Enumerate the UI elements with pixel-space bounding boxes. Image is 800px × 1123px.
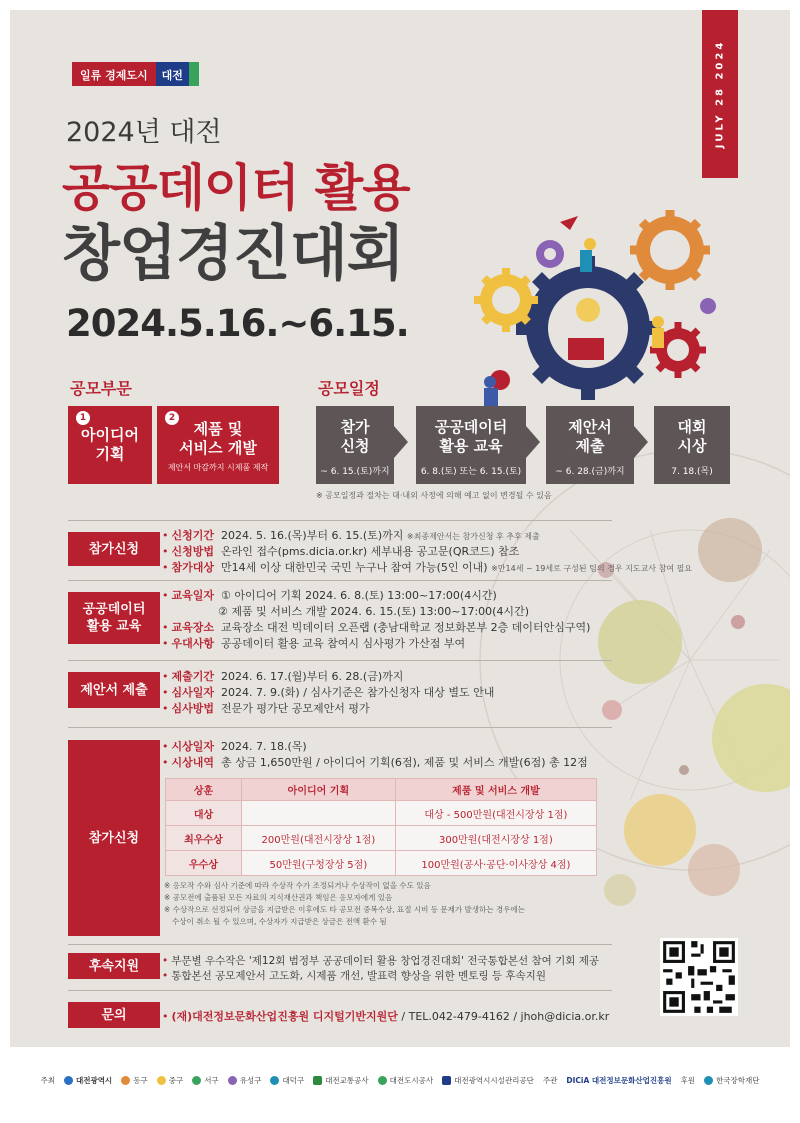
apply-target-row: • 참가대상 만14세 이상 대한민국 국민 누구나 참여 가능(5인 이내) ※만14세 ~ 19세로 구성된 팀의 경우 지도교사 참여 필요 bbox=[162, 561, 693, 574]
row-key: 우대사항 bbox=[171, 637, 215, 650]
edu-date-row-2 bbox=[218, 603, 529, 619]
schedule-step-2 bbox=[416, 406, 526, 484]
row-text: 온라인 접수(pms.dicia.or.kr) 세부내용 공고문(QR코드) 참조 bbox=[221, 545, 520, 558]
row-key: 참가대상 bbox=[171, 561, 215, 574]
section-label-awards: 참가신청 bbox=[68, 740, 160, 936]
row-text: 2024. 6. 17.(월)부터 6. 28.(금)까지 bbox=[221, 670, 404, 683]
title-line-1: 공공데이터 활용 bbox=[62, 159, 410, 217]
table-row bbox=[166, 801, 597, 826]
label-line-2: 활용 교육 bbox=[86, 619, 142, 634]
divider bbox=[68, 727, 612, 728]
section-label-followup: 후속지원 bbox=[68, 953, 160, 979]
sponsor-name: 유성구 bbox=[239, 1075, 262, 1085]
divider bbox=[68, 660, 612, 661]
arrow-icon bbox=[634, 426, 648, 458]
arrow-icon bbox=[526, 426, 540, 458]
category-card-product bbox=[157, 406, 279, 484]
row-key: 제출기간 bbox=[171, 670, 215, 683]
divider bbox=[68, 944, 612, 945]
step-3-title-a: 제안서 bbox=[568, 418, 612, 436]
row-text: 부문별 우수작은 '제12회 범정부 공공데이터 활용 창업경진대회' 전국통합본선 참여 기회 제공 bbox=[171, 955, 600, 967]
step-4-title-b: 시상 bbox=[677, 437, 707, 455]
label-line-1: 공공데이터 bbox=[82, 602, 146, 617]
category-title-1a: 아이디어 bbox=[81, 426, 139, 444]
schedule-step-1 bbox=[316, 406, 394, 484]
schedule-label: 공모일정 bbox=[318, 379, 380, 398]
donggu-logo-icon bbox=[121, 1076, 130, 1085]
divider bbox=[68, 520, 612, 521]
divider bbox=[68, 580, 612, 581]
review-method-row: • 심사방법 전문가 평가단 공모제안서 평가 bbox=[162, 702, 370, 715]
city-corp-logo-icon bbox=[378, 1076, 387, 1085]
row-note: ※만14세 ~ 19세로 구성된 팀의 경우 지도교사 참여 필요 bbox=[491, 564, 693, 573]
sponsor-logo bbox=[157, 1075, 184, 1086]
category-title-2b: 서비스 개발 bbox=[179, 439, 257, 457]
table-row bbox=[166, 851, 597, 876]
submit-period-row: • 제출기간 2024. 6. 17.(월)부터 6. 28.(금)까지 bbox=[162, 670, 404, 683]
scholarship-logo-icon bbox=[704, 1076, 713, 1085]
row-text: 전문가 평가단 공모제안서 평가 bbox=[221, 702, 370, 715]
section-label-apply: 참가신청 bbox=[68, 532, 160, 566]
row-text: 총 상금 1,650만원 / 아이디어 기획(6점), 제품 및 서비스 개발(6점) 총 12점 bbox=[221, 756, 588, 769]
table-cell: 우수상 bbox=[166, 851, 242, 876]
row-text: 만14세 이상 대한민국 국민 누구나 참여 가능(5인 이내) bbox=[221, 561, 488, 574]
review-date-row: • 심사일자 2024. 7. 9.(화) / 심사기준은 참가신청자 대상 별도 안내 bbox=[162, 686, 495, 699]
organizer-name: DICiA 대전정보문화산업진흥원 bbox=[566, 1075, 672, 1085]
category-num-1: 1 bbox=[76, 411, 90, 425]
title-line-2: 창업경진대회 bbox=[62, 219, 404, 289]
schedule-step-4 bbox=[654, 406, 730, 484]
note-line: ※ 응모작 수와 심사 기준에 따라 수상작 수가 조정되거나 수상작이 없을 수도 있음 bbox=[164, 881, 431, 890]
row-key: 신청방법 bbox=[171, 545, 215, 558]
row-key: 신청기간 bbox=[171, 529, 215, 542]
section-label-education bbox=[68, 592, 160, 644]
table-cell: 200만원(대전시장상 1점) bbox=[242, 826, 396, 851]
row-key: 시상일자 bbox=[171, 740, 215, 753]
contact-org: (재)대전정보문화산업진흥원 디지털기반지원단 bbox=[171, 1010, 398, 1023]
table-cell: 최우수상 bbox=[166, 826, 242, 851]
row-key: 교육일자 bbox=[171, 589, 215, 602]
sponsor-name: 대전도시공사 bbox=[389, 1075, 434, 1085]
side-tag-text: JULY 28 2024 bbox=[714, 39, 726, 149]
logo-slogan: 일류 경제도시 bbox=[72, 62, 156, 86]
daedeokgu-logo-icon bbox=[270, 1076, 279, 1085]
row-text: ① 아이디어 기획 2024. 6. 8.(토) 13:00~17:00(4시간) bbox=[221, 589, 497, 602]
sponsor-logo bbox=[228, 1075, 262, 1086]
table-cell: 100만원(공사·공단·이사장상 4점) bbox=[395, 851, 596, 876]
table-header: 아이디어 기획 bbox=[242, 779, 396, 801]
support-logo bbox=[704, 1075, 759, 1086]
support-name: 한국장학재단 bbox=[716, 1075, 760, 1085]
sponsor-logo bbox=[378, 1075, 433, 1086]
row-key: 심사일자 bbox=[171, 686, 215, 699]
poster bbox=[10, 10, 790, 1047]
organizer-label: 주관 bbox=[542, 1075, 558, 1085]
categories-label: 공모부문 bbox=[70, 379, 132, 398]
table-header: 제품 및 서비스 개발 bbox=[395, 779, 596, 801]
step-3-date: ~ 6. 28.(금)까지 bbox=[555, 467, 625, 477]
divider bbox=[68, 990, 612, 991]
row-note: ※최종제안서는 참가신청 후 추후 제출 bbox=[406, 532, 540, 541]
table-header: 상훈 bbox=[166, 779, 242, 801]
yuseonggu-logo-icon bbox=[228, 1076, 237, 1085]
section-label-contact: 문의 bbox=[68, 1002, 160, 1028]
apply-method-row: • 신청방법 온라인 접수(pms.dicia.or.kr) 세부내용 공고문(QR코드) 참조 bbox=[162, 545, 520, 558]
note-line: 수상이 취소 될 수 있으며, 수상자가 지급받은 상금은 전액 환수 됨 bbox=[172, 917, 387, 926]
date-side-tag bbox=[702, 10, 738, 178]
sponsor-logo bbox=[192, 1075, 219, 1086]
sponsor-logo bbox=[270, 1075, 304, 1086]
section-label-proposal: 제안서 제출 bbox=[68, 672, 160, 708]
support-label: 후원 bbox=[680, 1075, 696, 1085]
step-2-title-b: 활용 교육 bbox=[439, 437, 503, 455]
step-1-title-a: 참가 bbox=[340, 418, 370, 436]
junggu-logo-icon bbox=[157, 1076, 166, 1085]
sponsor-name: 대덕구 bbox=[282, 1075, 305, 1085]
row-text: 2024. 7. 9.(화) / 심사기준은 참가신청자 대상 별도 안내 bbox=[221, 686, 495, 699]
seogu-logo-icon bbox=[192, 1076, 201, 1085]
category-title-1b: 기획 bbox=[95, 445, 125, 463]
award-notes bbox=[164, 880, 525, 928]
sponsor-name: 대전교통공사 bbox=[325, 1075, 369, 1085]
facility-corp-logo-icon bbox=[442, 1076, 451, 1085]
category-num-2: 2 bbox=[165, 411, 179, 425]
schedule-note: ※ 공모일정과 절차는 대·내외 사정에 의해 예고 없이 변경될 수 있음 bbox=[316, 491, 552, 500]
city-logo-badge bbox=[72, 62, 199, 86]
sponsor-name: 동구 bbox=[133, 1075, 148, 1085]
organizer-logo bbox=[566, 1075, 671, 1086]
table-cell: 50만원(구청장상 5점) bbox=[242, 851, 396, 876]
award-date-row: • 시상일자 2024. 7. 18.(목) bbox=[162, 740, 307, 753]
table-header-row bbox=[166, 779, 597, 801]
step-4-date: 7. 18.(목) bbox=[671, 467, 713, 477]
followup-row-1: • 부문별 우수작은 '제12회 범정부 공공데이터 활용 창업경진대회' 전국통합본선 참여 기회 제공 bbox=[162, 955, 600, 967]
followup-row-2: • 통합본선 공모제안서 고도화, 시제품 개선, 발표력 향상을 위한 멘토링 등 후속지원 bbox=[162, 970, 546, 982]
row-key: 심사방법 bbox=[171, 702, 215, 715]
step-4-title-a: 대회 bbox=[677, 418, 707, 436]
note-line: ※ 수상작으로 선정되어 상금을 지급받은 이후에도 타 공모전 중복수상, 표절 시비 등 문제가 발생하는 경우에는 bbox=[164, 905, 525, 914]
sponsor-bar bbox=[0, 1060, 800, 1100]
step-3-title-b: 제출 bbox=[575, 437, 605, 455]
row-text: 2024. 5. 16.(목)부터 6. 15.(토)까지 bbox=[221, 529, 404, 542]
award-detail-row: • 시상내역 총 상금 1,650만원 / 아이디어 기획(6점), 제품 및 서비스 개발(6점) 총 12점 bbox=[162, 756, 588, 769]
apply-period-row: • 신청기간 2024. 5. 16.(목)부터 6. 15.(토)까지 ※최종제안서는 참가신청 후 추후 제출 bbox=[162, 529, 540, 542]
sponsor-logo bbox=[121, 1075, 148, 1086]
row-text: ② 제품 및 서비스 개발 2024. 6. 15.(토) 13:00~17:00(4시간) bbox=[218, 605, 529, 618]
table-row bbox=[166, 826, 597, 851]
category-title-2a: 제품 및 bbox=[193, 420, 243, 438]
sponsor-logo bbox=[442, 1075, 534, 1086]
table-cell: 대상 bbox=[166, 801, 242, 826]
table-cell: 300만원(대전시장상 1점) bbox=[395, 826, 596, 851]
sponsor-name: 서구 bbox=[204, 1075, 219, 1085]
contact-row: • (재)대전정보문화산업진흥원 디지털기반지원단 / TEL.042-479-4162 / jhoh@dicia.or.kr bbox=[162, 1010, 610, 1023]
edu-place-row: • 교육장소 교육장소 대전 빅데이터 오픈랩 (충남대학교 정보화본부 2층 데이터안심구역) bbox=[162, 621, 591, 634]
table-cell bbox=[242, 801, 396, 826]
row-text: 공공데이터 활용 교육 참여시 심사평가 가산점 부여 bbox=[221, 637, 466, 650]
row-text: 통합본선 공모제안서 고도화, 시제품 개선, 발표력 향상을 위한 멘토링 등 후속지원 bbox=[171, 970, 546, 982]
host-label: 주최 bbox=[40, 1075, 55, 1085]
gear-icon bbox=[516, 256, 660, 400]
edu-bonus-row: • 우대사항 공공데이터 활용 교육 참여시 심사평가 가산점 부여 bbox=[162, 637, 466, 650]
prize-table bbox=[165, 778, 597, 876]
step-1-date: ~ 6. 15.(토)까지 bbox=[320, 467, 390, 477]
category-sub-2: 제안서 마감까지 시제품 제작 bbox=[167, 463, 269, 472]
qr-code-icon[interactable] bbox=[660, 938, 738, 1016]
note-line: ※ 공모전에 출품된 모든 자료의 지식재산권과 책임은 응모자에게 있음 bbox=[164, 893, 393, 902]
row-key: 교육장소 bbox=[171, 621, 215, 634]
contest-period: 2024.5.16.~6.15. bbox=[66, 302, 409, 345]
step-2-title-a: 공공데이터 bbox=[434, 418, 508, 436]
step-1-title-b: 신청 bbox=[340, 437, 370, 455]
logo-city: 대전 bbox=[156, 62, 199, 86]
category-card-idea bbox=[68, 406, 152, 484]
sponsor-name: 대전광역시 bbox=[75, 1075, 113, 1085]
row-key: 시상내역 bbox=[171, 756, 215, 769]
schedule-step-3 bbox=[546, 406, 634, 484]
arrow-icon bbox=[394, 426, 408, 458]
subtitle: 2024년 대전 bbox=[66, 117, 222, 148]
sponsor-name: 대전광역시시설관리공단 bbox=[454, 1075, 534, 1085]
row-text: 2024. 7. 18.(목) bbox=[221, 740, 307, 753]
step-2-date: 6. 8.(토) 또는 6. 15.(토) bbox=[420, 467, 522, 477]
table-cell: 대상 - 500만원(대전시장상 1점) bbox=[395, 801, 596, 826]
row-text: 교육장소 대전 빅데이터 오픈랩 (충남대학교 정보화본부 2층 데이터안심구역) bbox=[221, 621, 591, 634]
sponsor-logo bbox=[64, 1075, 112, 1086]
daejeon-logo-icon bbox=[64, 1076, 73, 1085]
sponsor-logo bbox=[313, 1075, 368, 1086]
contact-info: / TEL.042-479-4162 / jhoh@dicia.or.kr bbox=[397, 1010, 610, 1023]
sponsor-name: 중구 bbox=[168, 1075, 184, 1085]
transit-logo-icon bbox=[313, 1076, 322, 1085]
edu-date-row: • 교육일자 ① 아이디어 기획 2024. 6. 8.(토) 13:00~17:00(4시간) bbox=[162, 589, 497, 602]
gears-illustration bbox=[460, 210, 760, 420]
